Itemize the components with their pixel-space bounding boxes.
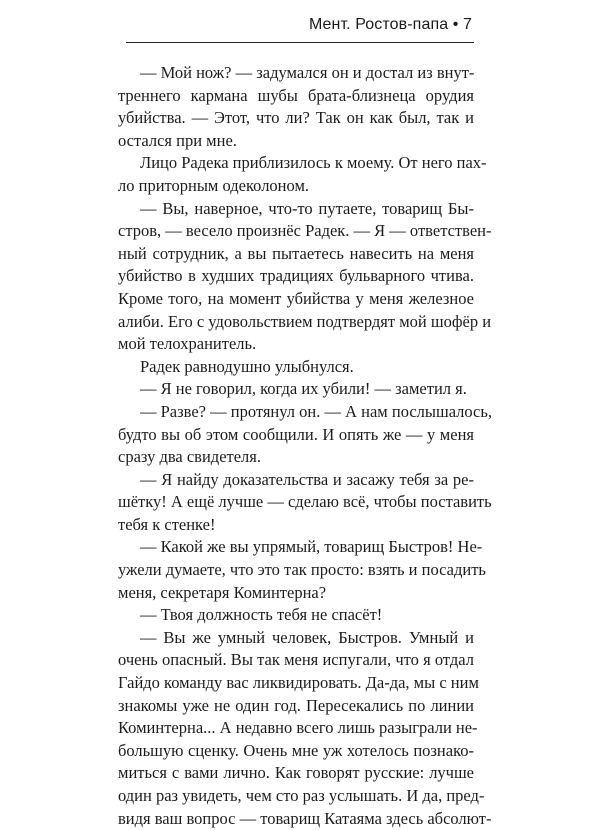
text-line: треннего кармана шубы брата-близнеца орудия [118,85,474,105]
text-line: ужели думаете, что это так просто: взять и посадить [118,560,486,580]
text-line: — Мой нож? — задумался он и достал из внут- [140,63,475,82]
text-line: Радек равнодушно улыбнулся. [140,356,354,376]
text-line: знакомы уже не один год. Пересекались по линии [118,695,474,715]
text-line: — Я найду доказательства и засажу тебя за ре- [140,469,474,489]
body-text [118,62,493,830]
text-line: остался при мне. [118,130,237,150]
text-line: Лицо Радека приблизилось к моему. От него пах- [140,153,487,173]
text-line: — Я не говорил, когда их убили! — заметил я. [140,379,467,399]
text-line: стров, — весело произнёс Радек. — Я — ответствен- [118,221,492,241]
text-line: Коминтерна... А недавно всего лишь разыграли не- [118,718,478,738]
text-line: убийство в худших традициях бульварного чтива. [118,266,474,286]
text-line: будто вы об этом сообщили. И опять же — у меня [118,424,474,444]
text-line: видя ваш вопрос — товарищ Катаяма здесь абсолют- [118,808,492,828]
text-line: миться с вами лично. Как говорят русские: лучше [118,763,474,783]
text-line: Гайдо команду вас ликвидировать. Да-да, мы с ним [118,673,479,693]
text-line: ло приторным одеколоном. [118,175,310,195]
text-line: меня, секретаря Коминтерна? [118,582,327,602]
text-line: Кроме того, на момент убийства у меня железное [118,288,474,308]
text-line: — Какой же вы упрямый, товарищ Быстров! Не- [140,537,483,557]
text-line: — Разве? — протянул он. — А нам послышалось, [140,401,493,421]
text-line: убийства. — Этот, что ли? Так он как был, так и [118,108,474,128]
text-line: мой телохранитель. [118,334,257,354]
text-line: большую сценку. Очень мне уж хотелось познако- [118,740,474,760]
running-header: Мент. Ростов-папа • 7 [308,16,472,33]
text-line: — Твоя должность тебя не спасёт! [140,605,383,625]
text-line: ный сотрудник, а вы пытаетесь навесить на меня [118,243,474,263]
text-line: тебя к стенке! [118,514,216,534]
text-line: очень опасный. Вы так меня испугали, что я отдал [118,650,474,670]
text-line: один раз увидеть, чем сто раз услышать. И да, пред- [118,786,485,805]
text-line: сразу два свидетеля. [118,447,262,467]
header-rule [126,42,474,43]
text-line: — Вы, наверное, что-то путаете, товарищ Бы- [140,198,474,218]
text-line: — Вы же умный человек, Быстров. Умный и [140,627,474,647]
text-line: алиби. Его с удовольствием подтвердят мой шофёр и [118,311,492,331]
text-line: шётку! А ещё лучше — сделаю всё, чтобы поставить [118,492,492,512]
